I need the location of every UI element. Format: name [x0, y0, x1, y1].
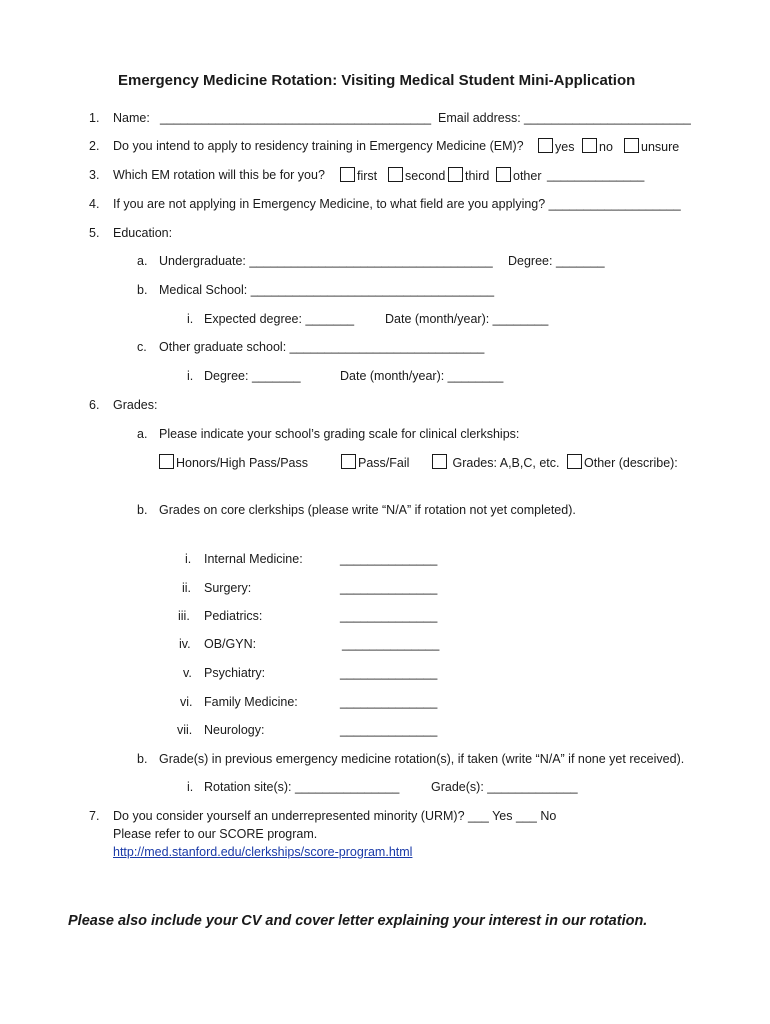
clerkship-name: Psychiatry: — [204, 666, 266, 680]
clerkship-grade-field[interactable]: ______________ — [340, 666, 438, 680]
q7-number: 7. — [89, 809, 100, 823]
clerkship-numeral: vi. — [180, 695, 193, 709]
option-label: Other (describe): — [584, 456, 678, 470]
clerkship-numeral: i. — [185, 552, 192, 566]
clerkship-name: OB/GYN: — [204, 637, 257, 651]
q5c-i-numeral: i. — [187, 369, 194, 383]
graduate-date-field[interactable]: Date (month/year): ________ — [340, 369, 504, 383]
first-option[interactable] — [340, 167, 377, 184]
q5b-i-numeral: i. — [187, 312, 194, 326]
q6b2-letter: b. — [137, 752, 148, 766]
clerkship-numeral: v. — [183, 666, 192, 680]
clerkship-numeral: iv. — [179, 637, 191, 651]
expected-degree-field[interactable]: Expected degree: _______ — [204, 312, 355, 326]
checkbox-icon[interactable] — [341, 454, 356, 469]
q3-text: Which EM rotation will this be for you? — [113, 168, 325, 182]
q1-number: 1. — [89, 111, 100, 125]
clerkship-numeral: iii. — [178, 609, 190, 623]
email-label: Email address: — [438, 111, 521, 125]
clerkship-grade-field[interactable]: ______________ — [342, 637, 440, 651]
q2-text: Do you intend to apply to residency training in Emergency Medicine (EM)? — [113, 139, 524, 153]
rotation-sites-field[interactable]: Rotation site(s): _______________ — [204, 780, 400, 794]
scale-letter-option[interactable] — [432, 454, 559, 471]
clerkship-name: Internal Medicine: — [204, 552, 303, 566]
clerkship-numeral: vii. — [177, 723, 193, 737]
q6b2-text: Grade(s) in previous emergency medicine rotation(s), if taken (write “N/A” if none yet received). — [159, 752, 685, 766]
q6a-letter: a. — [137, 427, 148, 441]
option-label: no — [599, 140, 613, 154]
name-label: Name: — [113, 111, 150, 125]
checkbox-icon[interactable] — [448, 167, 463, 182]
q5-number: 5. — [89, 226, 100, 240]
checkbox-icon[interactable] — [496, 167, 511, 182]
option-label: unsure — [641, 140, 680, 154]
option-label: first — [357, 169, 378, 183]
q7-text[interactable]: Do you consider yourself an underrepresented minority (URM)? ___ Yes ___ No — [113, 809, 557, 823]
other-rotation-field[interactable]: ______________ — [547, 168, 645, 182]
other-graduate-school-field[interactable]: Other graduate school: ____________________________ — [159, 340, 485, 354]
clerkship-grade-field[interactable]: ______________ — [340, 581, 438, 595]
option-label: Pass/Fail — [358, 456, 410, 470]
clerkship-grade-field[interactable]: ______________ — [340, 609, 438, 623]
clerkship-numeral: ii. — [182, 581, 192, 595]
third-option[interactable] — [448, 167, 489, 184]
q5-text: Education: — [113, 226, 173, 240]
score-program-link[interactable]: http://med.stanford.edu/clerkships/score-program.html — [113, 845, 413, 859]
q6b-text: Grades on core clerkships (please write “N/A” if rotation not yet completed). — [159, 503, 576, 517]
checkbox-icon[interactable] — [340, 167, 355, 182]
checkbox-icon[interactable] — [388, 167, 403, 182]
q2-number: 2. — [89, 139, 100, 153]
q6-text: Grades: — [113, 398, 158, 412]
option-label: third — [465, 169, 490, 183]
q4-number: 4. — [89, 197, 100, 211]
q5b-letter: b. — [137, 283, 148, 297]
footer-note: Please also include your CV and cover letter explaining your interest in our rotation. — [68, 913, 648, 929]
q6b-letter: b. — [137, 503, 148, 517]
checkbox-icon[interactable] — [624, 138, 639, 153]
option-label: yes — [555, 140, 575, 154]
undergraduate-degree-field[interactable]: Degree: _______ — [508, 254, 605, 268]
checkbox-icon[interactable] — [432, 454, 447, 469]
other-option[interactable] — [496, 167, 542, 184]
name-field[interactable]: _______________________________________ — [160, 111, 432, 125]
clerkship-grade-field[interactable]: ______________ — [340, 695, 438, 709]
option-label: Honors/High Pass/Pass — [176, 456, 309, 470]
option-label: Grades: A,B,C, etc. — [452, 456, 560, 470]
medical-school-field[interactable]: Medical School: ___________________________________ — [159, 283, 495, 297]
option-label: other — [513, 169, 542, 183]
clerkship-grade-field[interactable]: ______________ — [340, 552, 438, 566]
checkbox-icon[interactable] — [567, 454, 582, 469]
page-title: Emergency Medicine Rotation: Visiting Medical Student Mini-Application — [118, 72, 636, 89]
q6-number: 6. — [89, 398, 100, 412]
scale-honors-option[interactable] — [159, 454, 308, 471]
clerkship-name: Pediatrics: — [204, 609, 263, 623]
scale-passfail-option[interactable] — [341, 454, 409, 471]
q3-number: 3. — [89, 168, 100, 182]
rotation-grades-field[interactable]: Grade(s): _____________ — [431, 780, 578, 794]
checkbox-icon[interactable] — [582, 138, 597, 153]
yes-option[interactable] — [538, 138, 574, 155]
graduate-degree-field[interactable]: Degree: _______ — [204, 369, 301, 383]
unsure-option[interactable] — [624, 138, 679, 155]
clerkship-name: Family Medicine: — [204, 695, 298, 709]
scale-other-option[interactable] — [567, 454, 678, 471]
md-date-field[interactable]: Date (month/year): ________ — [385, 312, 549, 326]
email-field[interactable]: ________________________ — [524, 111, 691, 125]
q6b2-i-numeral: i. — [187, 780, 194, 794]
clerkship-name: Surgery: — [204, 581, 252, 595]
checkbox-icon[interactable] — [159, 454, 174, 469]
second-option[interactable] — [388, 167, 445, 184]
undergraduate-field[interactable]: Undergraduate: ___________________________________ — [159, 254, 493, 268]
q6a-text: Please indicate your school’s grading scale for clinical clerkships: — [159, 427, 520, 441]
option-label: second — [405, 169, 446, 183]
no-option[interactable] — [582, 138, 613, 155]
q4-text[interactable]: If you are not applying in Emergency Medicine, to what field are you applying? ___________________ — [113, 197, 681, 211]
checkbox-icon[interactable] — [538, 138, 553, 153]
q5c-letter: c. — [137, 340, 147, 354]
q7-note: Please refer to our SCORE program. — [113, 827, 318, 841]
clerkship-name: Neurology: — [204, 723, 265, 737]
clerkship-grade-field[interactable]: ______________ — [340, 723, 438, 737]
q5a-letter: a. — [137, 254, 148, 268]
